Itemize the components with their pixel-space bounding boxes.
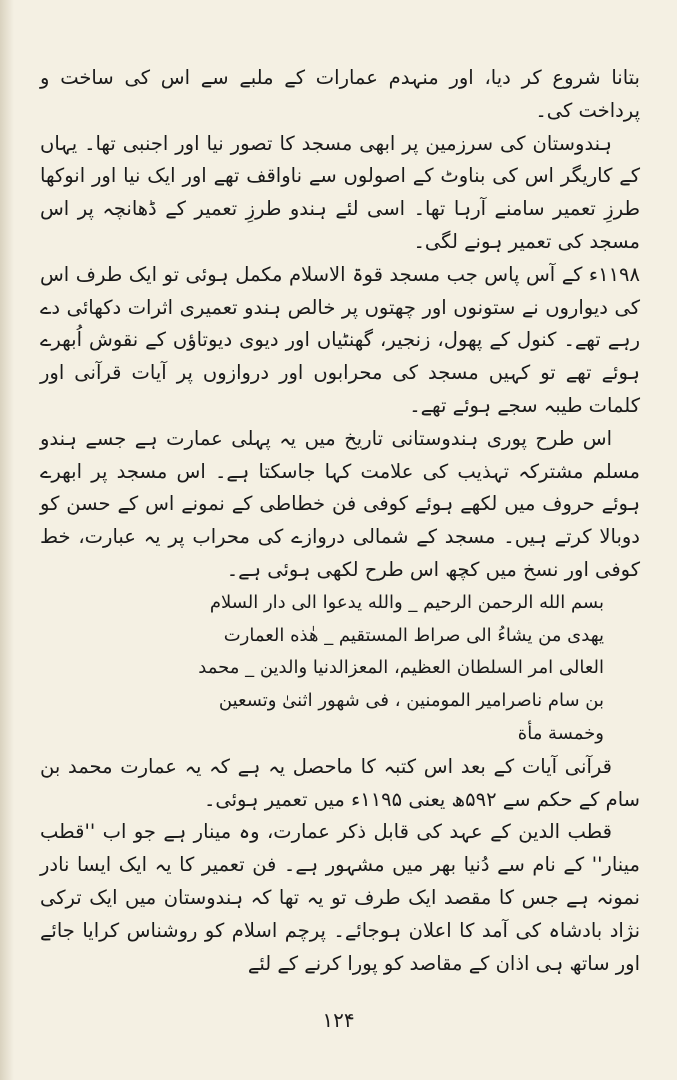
inscription-line: بسم الله الرحمن الرحيم _ والله يدعوا الى دار السلام <box>209 591 604 613</box>
paragraph-quwwat-ul-islam: ۱۱۹۸ء کے آس پاس جب مسجد قوۃ الاسلام مکمل ہوئی تو ایک طرف اس کی دیواروں نے ستونوں اور چھتوں پر خالص ہندو تعمیری اثرات دکھائی دے رہے تھے۔ کنول کے پھول، زنجیر، گھنٹیاں اور دیوی دیوتاؤں کے نقوش اُبھرے ہوئے تھے تو کہیں مسجد کی محرابوں اور دروازوں پر آیات قرآنی اور کلمات طیبہ سجے ہوئے تھے۔ <box>40 262 640 417</box>
paragraph-intro: بتانا شروع کر دیا، اور منہدم عمارات کے ملبے سے اس کی ساخت و پرداخت کی۔ <box>40 66 640 122</box>
paragraph-mosque-concept: ہندوستان کی سرزمین پر ابھی مسجد کا تصور نیا اور اجنبی تھا۔ یہاں کے کاریگر اس کی بناوٹ کے اصولوں سے ناواقف تھے اور ایک نیا اور انوکھا طرزِ تعمیر سامنے آرہا تھا۔ اسی لئے ہندو طرزِ تعمیر کے ڈھانچہ پر اس مسجد کی تعمیر ہونے لگی۔ <box>40 131 640 253</box>
paragraph-qutb-minar: قطب الدین کے عہد کی قابل ذکر عمارت، وہ مینار ہے جو اب ''قطب مینار'' کے نام سے دُنیا بھر میں مشہور ہے۔ فن تعمیر کا یہ ایک ایسا نادر نمونہ ہے جس کا مقصد ایک طرف تو یہ تھا کہ ہندوستان میں ایک ترکی نژاد بادشاہ کی آمد کا اعلان ہوجائے۔ پرچم اسلام کو روشناس کرایا جائے اور ساتھ ہی اذان کے مقاصد کو پورا کرنے کے لئے <box>40 820 640 975</box>
arabic-inscription <box>40 587 640 751</box>
paragraph-first-building: اس طرح پوری ہندوستانی تاریخ میں یہ پہلی عمارت ہے جسے ہندو مسلم مشترکہ تہذیب کی علامت کہا جاسکتا ہے۔ اس مسجد پر ابھرے ہوئے حروف میں لکھے ہوئے کوفی فن خطاطی کے نمونے اس کے حسن کو دوبالا کرتے ہیں۔ مسجد کے شمالی دروازے کی محراب پر یہ عبارت، خط کوفی اور نسخ میں کچھ اس طرح لکھی ہوئی ہے۔ <box>40 426 640 581</box>
page-number: ۱۲۴ <box>322 1008 355 1032</box>
inscription-line: العالى امر السلطان العظيم، المعزالدنيا والدين _ محمد <box>198 657 604 679</box>
inscription-line: وخمسة مأة <box>517 722 604 744</box>
inscription-line: يهدى من يشاءُ الى صراط المستقيم _ هٰذه العمارت <box>223 624 604 646</box>
inscription-line: بن سام ناصرامير المومنين ، فى شهور اثنىٰ وتسعين <box>218 690 604 712</box>
page-body <box>40 62 640 980</box>
page-edge-shadow <box>0 0 14 1080</box>
paragraph-inscription-meaning: قرآنی آیات کے بعد اس کتبہ کا ماحصل یہ ہے کہ یہ عمارت محمد بن سام کے حکم سے ۵۹۲ھ یعنی ۱۱۹۵ء میں تعمیر ہوئی۔ <box>40 754 640 811</box>
